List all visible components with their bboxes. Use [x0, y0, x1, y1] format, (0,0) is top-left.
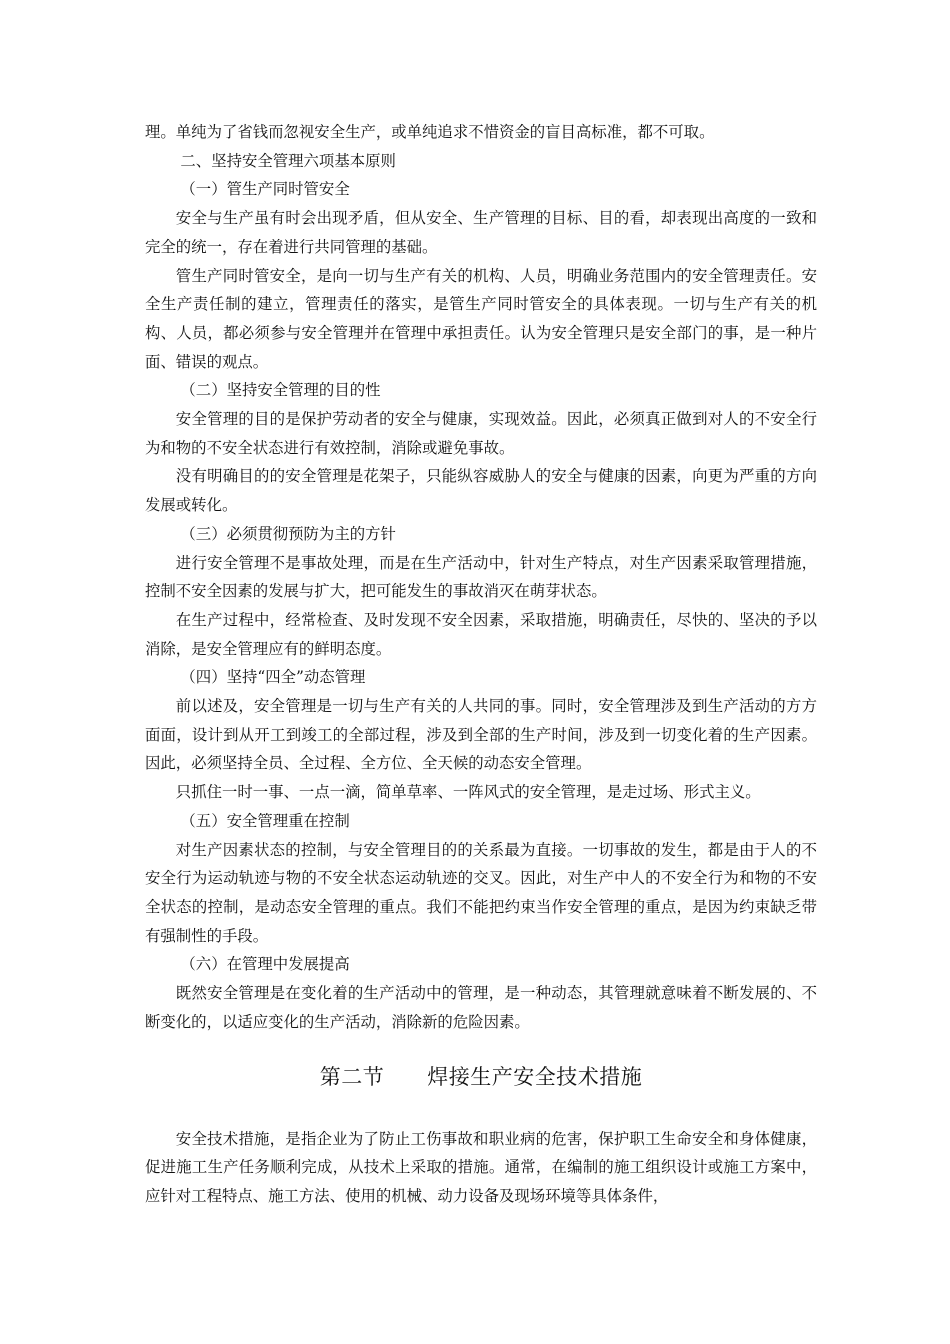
subheading: （五）安全管理重在控制	[180, 811, 350, 830]
paragraph: 安全管理的目的是保护劳动者的安全与健康，实现效益。因此，必须真正做到对人的不安全行为和物的不安全状态进行有效控制，消除或避免事故。	[145, 410, 817, 457]
body-text-top	[145, 118, 817, 1037]
document-page	[145, 118, 817, 1211]
body-text-bottom	[145, 1125, 817, 1211]
section-title: 第二节 焊接生产安全技术措施	[319, 1064, 643, 1089]
paragraph: 安全与生产虽有时会出现矛盾，但从安全、生产管理的目标、目的看，却表现出高度的一致和完全的统一，存在着进行共同管理的基础。	[145, 209, 817, 256]
paragraph: 前以述及，安全管理是一切与生产有关的人共同的事。同时，安全管理涉及到生产活动的方方面面，设计到从开工到竣工的全部过程，涉及到全部的生产时间，涉及到一切变化着的生产因素。因此，必须坚持全员、全过程、全方位、全天候的动态安全管理。	[145, 697, 817, 773]
subheading: （三）必须贯彻预防为主的方针	[180, 524, 396, 543]
subheading: （二）坚持安全管理的目的性	[180, 381, 381, 400]
subheading: （四）坚持“四全”动态管理	[180, 668, 366, 687]
paragraph: 既然安全管理是在变化着的生产活动中的管理，是一种动态，其管理就意味着不断发展的、不断变化的，以适应变化的生产活动，消除新的危险因素。	[145, 984, 817, 1031]
paragraph: 进行安全管理不是事故处理，而是在生产活动中，针对生产特点，对生产因素采取管理措施，控制不安全因素的发展与扩大，把可能发生的事故消灭在萌芽状态。	[145, 553, 817, 601]
paragraph: 在生产过程中，经常检查、及时发现不安全因素，采取措施，明确责任，尽快的、坚决的予以消除，是安全管理应有的鲜明态度。	[145, 610, 817, 658]
paragraph: 安全技术措施，是指企业为了防止工伤事故和职业病的危害，保护职工生命安全和身体健康，促进施工生产任务顺利完成，从技术上采取的措施。通常，在编制的施工组织设计或施工方案中，应针对工程特点、施工方法、使用的机械、动力设备及现场环境等具体条件，	[145, 1129, 817, 1205]
paragraph: 只抓住一时一事、一点一滴，简单草率、一阵风式的安全管理，是走过场、形式主义。	[175, 783, 761, 802]
paragraph: 没有明确目的的安全管理是花架子，只能纵容威胁人的安全与健康的因素，向更为严重的方向发展或转化。	[145, 467, 817, 515]
paragraph: 管生产同时管安全，是向一切与生产有关的机构、人员，明确业务范围内的安全管理责任。安全生产责任制的建立，管理责任的落实，是管生产同时管安全的具体表现。一切与生产有关的机构、人员，都必须参与安全管理并在管理中承担责任。认为安全管理只是安全部门的事，是一种片面、错误的观点。	[145, 266, 817, 371]
subheading: （六）在管理中发展提高	[180, 955, 350, 974]
subheading: 二、坚持安全管理六项基本原则	[180, 151, 396, 170]
paragraph: 对生产因素状态的控制，与安全管理目的的关系最为直接。一切事故的发生，都是由于人的不安全行为运动轨迹与物的不安全状态运动轨迹的交叉。因此，对生产中人的不安全行为和物的不安全状态的控制，是动态安全管理的重点。我们不能把约束当作安全管理的重点，是因为约束缺乏带有强制性的手段。	[145, 840, 817, 945]
paragraph: 理。单纯为了省钱而忽视安全生产，或单纯追求不惜资金的盲目高标准，都不可取。	[145, 123, 715, 141]
subheading: （一）管生产同时管安全	[180, 180, 350, 199]
